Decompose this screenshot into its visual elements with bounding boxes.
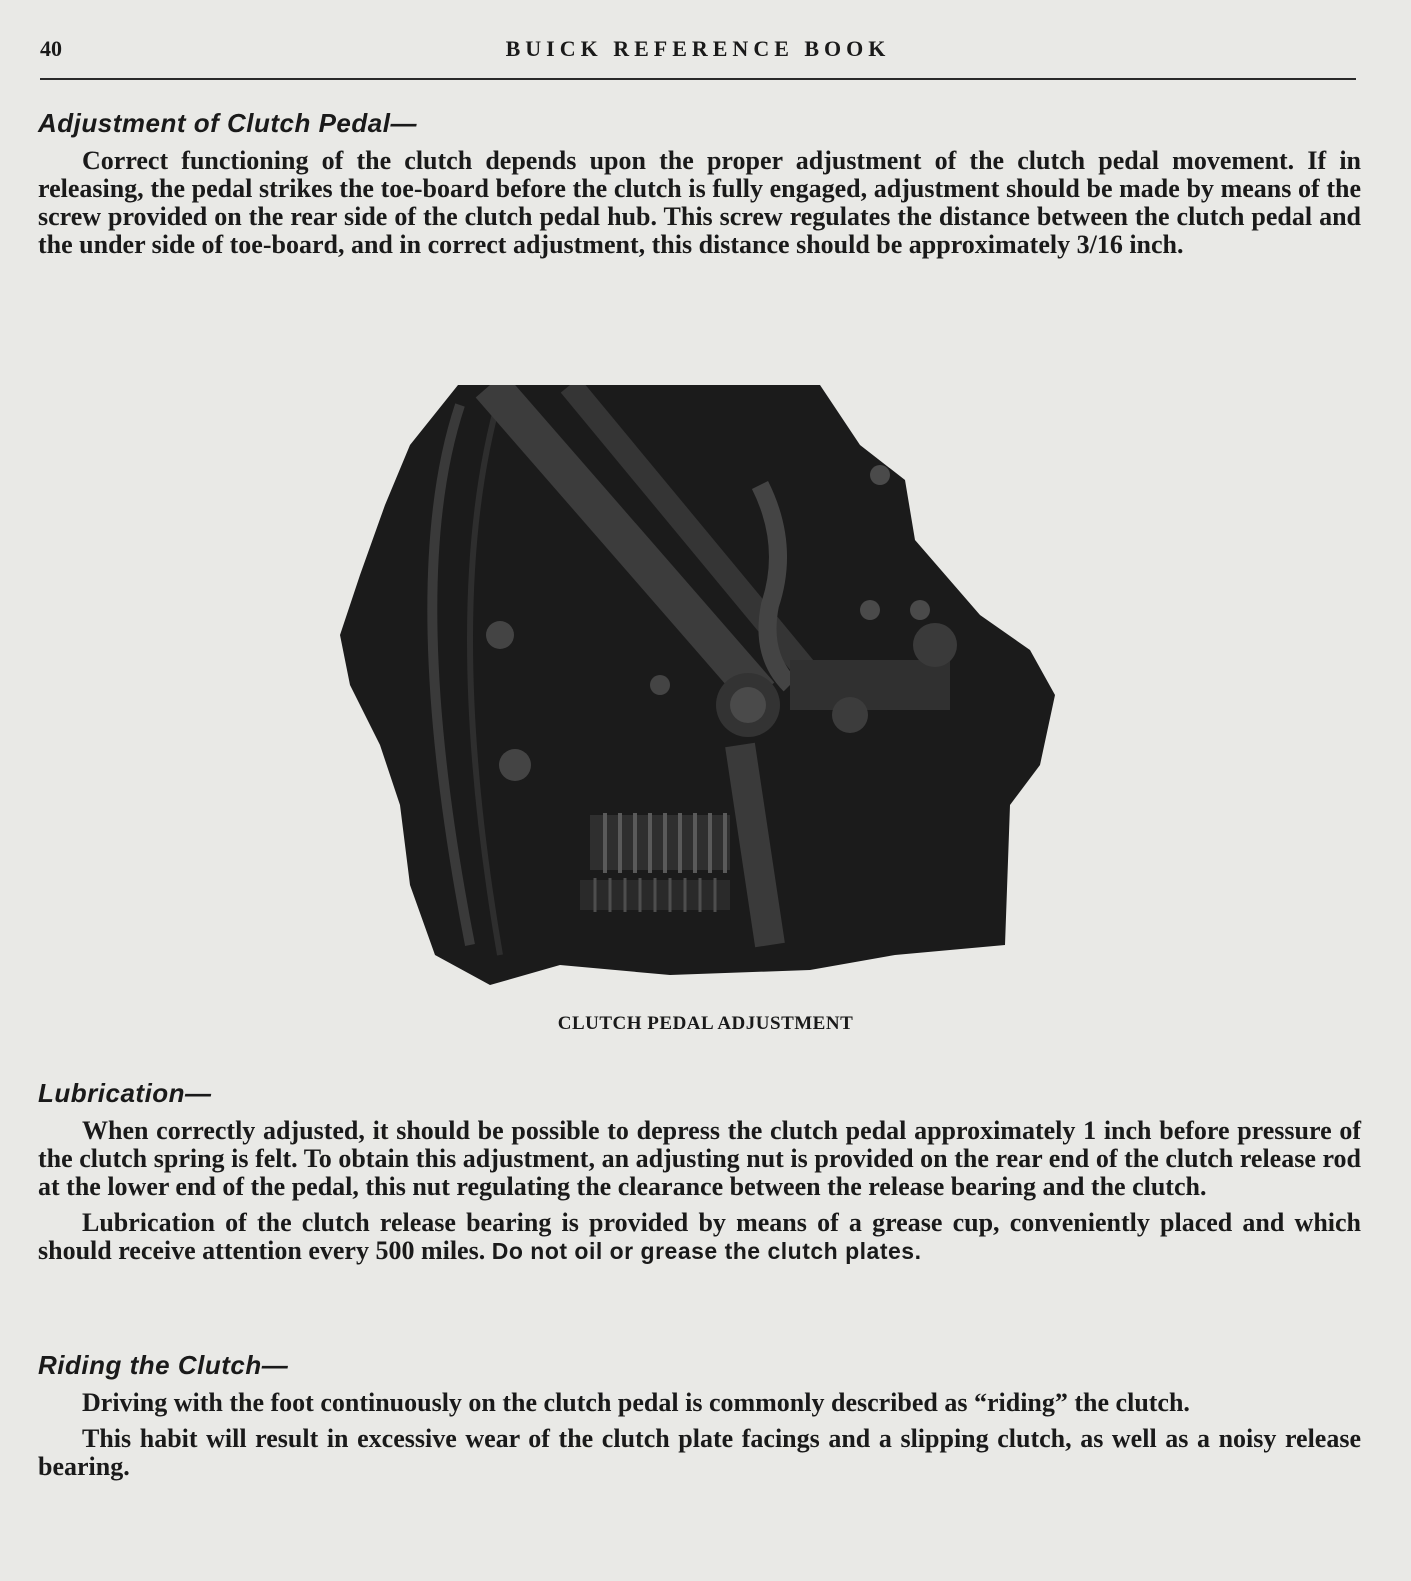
paragraph: Driving with the foot continuously on the clutch pedal is commonly described as “riding” the clutch. [82, 1388, 1190, 1417]
clutch-pedal-photo [340, 385, 1070, 990]
paragraph: When correctly adjusted, it should be possible to depress the clutch pedal approximately 1 inch before pressure of the clutch spring is felt. To obtain this adjustment, an adjusting nut is provided on the rear end of the clutch release rod at the lower end of the pedal, this nut regulating the clearance between the release bearing and the clutch. [38, 1116, 1361, 1201]
paragraph-with-emphasis [38, 1209, 1361, 1265]
section-heading: Adjustment of Clutch Pedal— [38, 108, 417, 138]
figure-caption: CLUTCH PEDAL ADJUSTMENT [557, 1013, 854, 1034]
page-header [40, 34, 1356, 80]
paragraph-text: Lubrication of the clutch release bearing is provided by means of a grease cup, conveniently placed and which should receive attention every 500 miles. [38, 1208, 1361, 1265]
section-clutch-pedal-adjustment [38, 108, 1361, 267]
section-heading: Lubrication— [38, 1078, 212, 1108]
page-number: 40 [40, 36, 62, 61]
emphasis-text: Do not oil or grease the clutch plates. [491, 1238, 922, 1264]
section-riding-the-clutch [38, 1350, 1361, 1489]
paragraph: Correct functioning of the clutch depends upon the proper adjustment of the clutch pedal movement. If in releasing, the pedal strikes the toe-board before the clutch is fully engaged, adjustment should be made by means of the screw provided on the rear side of the clutch pedal hub. This screw regulates the distance between the clutch pedal and the under side of toe-board, and in correct adjustment, this distance should be approximately 3/16 inch. [38, 146, 1361, 259]
paragraph: This habit will result in excessive wear of the clutch plate facings and a slipping clutch, as well as a noisy release bearing. [38, 1424, 1361, 1481]
section-heading: Riding the Clutch— [38, 1350, 289, 1380]
section-lubrication [38, 1078, 1361, 1273]
running-head: BUICK REFERENCE BOOK [505, 36, 891, 61]
